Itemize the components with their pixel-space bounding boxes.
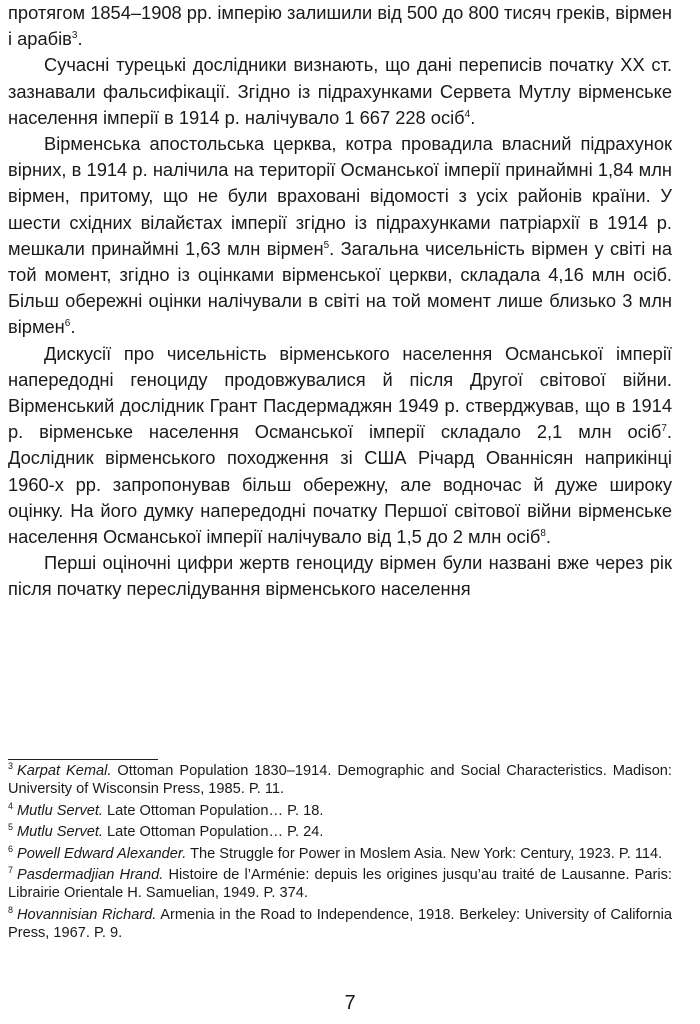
page-body [8,0,672,603]
paragraph: Перші оціночні цифри жертв геноциду вірмен були названі вже через рік після початку переслідування вірменського населення [8,552,672,600]
footnote-number: 7 [8,865,14,876]
footnote-ref[interactable]: 4 [464,108,471,120]
footnote-number: 4 [8,800,14,811]
footnote-number: 8 [8,904,14,915]
footnote-number: 5 [8,822,14,833]
footnote-text: Late Ottoman Population… P. 18. [103,802,324,819]
footnote-text: Armenia in the Road to Independence, 1918. Berkeley: University of California Press, 1967. P. 9. [8,906,672,942]
footnote-number: 3 [8,761,14,772]
footnote-ref[interactable]: 8 [540,527,546,539]
footnote-ref[interactable]: 6 [64,318,71,330]
footnote-ref[interactable]: 5 [323,239,330,251]
footnote [8,823,672,841]
footnote-text: Ottoman Population 1830–1914. Demographic and Social Characteristics. Madison: University of Wisconsin Press, 1985. P. 11. [8,763,672,798]
footnote-author: Karpat Kemal. [17,763,112,779]
page-number: 7 [344,992,356,1014]
footnote [8,762,672,799]
footnote-author: Mutlu Servet. [17,824,103,841]
footnotes [8,762,672,946]
footnote-author: Pasdermadjian Hrand. [17,867,164,884]
paragraph: Дискусії про чисельність вірменського населення Османської імперії напередодні геноциду продовжувалися й після Другої світової війни. Вірменський дослідник Грант Пасдермаджян 1949 р. стверджував, що в 1914 р. вірменське населення Османської імперії складало 2,1 млн осіб$^7$. Дослідник вірменського походження зі США Річард Ованнісян наприкінці 1960-х рр. запропонував більш обережну, але водночас й дуже широку оцінку. На його думку напередодні початку Першої світової війни вірменське населення Османської імперії налічувало від 1,5 до 2 млн осіб$^8$. [8,342,672,548]
footnote-text: Late Ottoman Population… P. 24. [103,824,324,841]
footnote-divider [8,759,158,760]
footnote-text: Histoire de l’Arménie: depuis les origines jusqu’au traité de Lausanne. Paris: Librairie Orientale H. Samuelian, 1949. P. 374. [8,867,672,902]
footnote [8,906,672,943]
footnote-ref[interactable]: 3 [71,30,78,42]
footnote [8,845,672,863]
paragraph: Сучасні турецькі дослідники визнають, що дані переписів початку XX ст. зазнавали фальсифікації. Згідно із підрахунками Сервета Мутлу вірменське населення імперії в 1914 р. налічувало 1 667 228 осіб$^4$. [8,54,672,128]
footnote-ref[interactable]: 7 [661,423,667,435]
paragraph: Вірменська апостольська церква, котра провадила власний підрахунок вірних, в 1914 р. налічила на території Османської імперії принаймні 1,84 млн вірмен, притому, що не були враховані відомості з усіх районів країни. У шести східних вілайєтах імперії згідно із підрахунками патріархії в 1914 р. мешкали принаймні 1,63 млн вірмен$^5$. Загальна чисельність вірмен у світі на той момент, згідно із оцінками вірменської церкви, складала 4,16 млн осіб. Більш обережні оцінки налічували в світі на той момент лише близько 3 млн вірмен$^6$. [8,133,673,338]
footnote-author: Hovannisian Richard. [17,906,157,923]
footnote-text: The Struggle for Power in Moslem Asia. New York: Century, 1923. P. 114. [186,845,663,862]
footnote [8,802,672,820]
paragraph: протягом 1854–1908 рр. імперію залишили від 500 до 800 тисяч греків, вірмен і арабів$^3$. [8,2,672,50]
footnote [8,866,672,903]
footnote-author: Mutlu Servet. [17,802,103,819]
main-text [8,0,672,603]
footnote-number: 6 [8,843,14,854]
footnote-author: Powell Edward Alexander. [17,845,187,862]
